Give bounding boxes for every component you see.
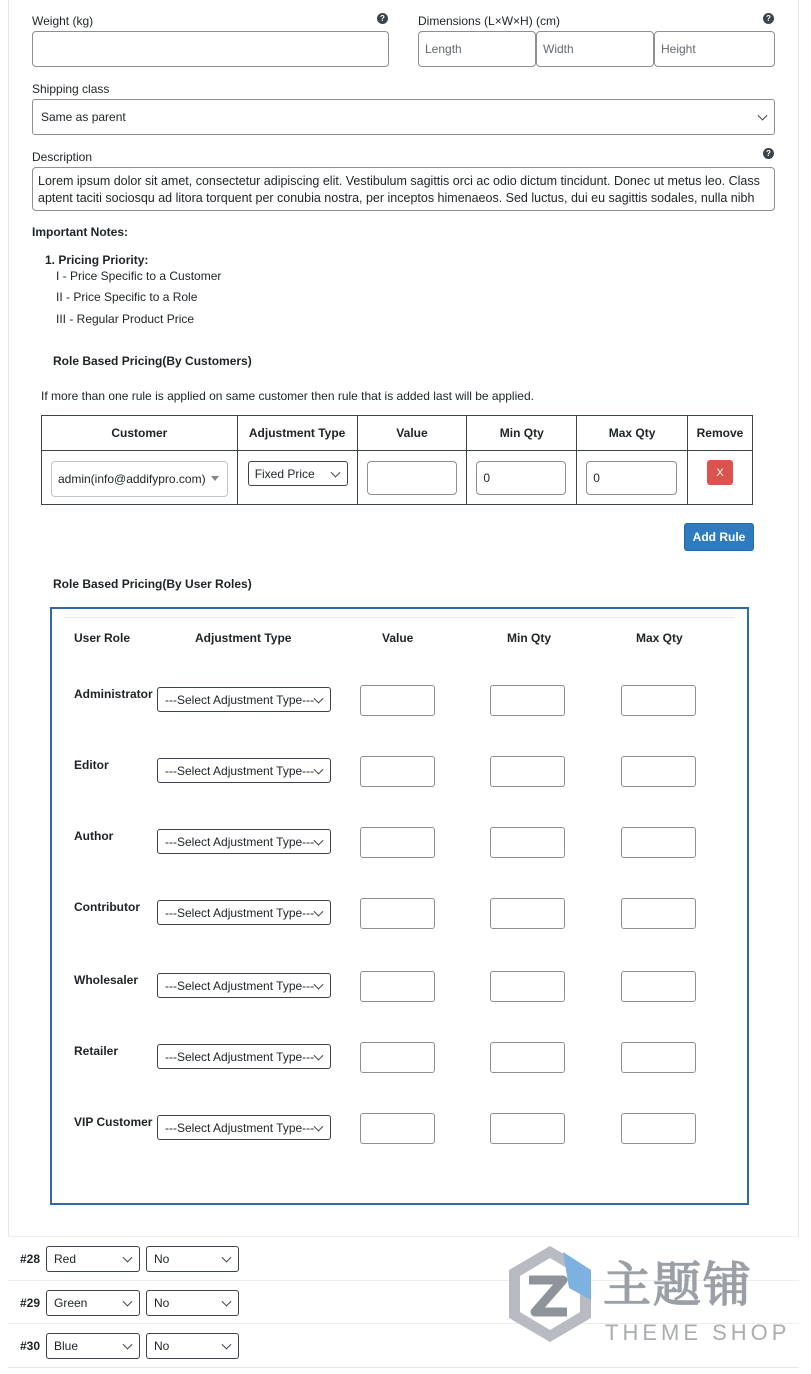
role-max-qty-input[interactable] — [621, 756, 696, 787]
shipping-class-value: Same as parent — [41, 110, 126, 124]
select-placeholder: ---Select Adjustment Type--- — [165, 692, 315, 707]
role-name: VIP Customer — [74, 1115, 153, 1129]
variation-option-select[interactable] — [146, 1333, 239, 1359]
column-header: Adjustment Type — [195, 631, 292, 645]
chevron-down-icon — [314, 835, 324, 845]
chevron-down-icon — [330, 467, 340, 477]
role-min-qty-input[interactable] — [490, 756, 565, 787]
column-header: Value — [357, 416, 467, 451]
column-header: Min Qty — [467, 416, 577, 451]
variation-number: #30 — [20, 1339, 41, 1353]
shipping-class-select[interactable] — [32, 99, 775, 135]
min-qty-input[interactable]: 0 — [476, 461, 566, 495]
role-name: Wholesaler — [74, 973, 139, 987]
role-max-qty-input[interactable] — [621, 971, 696, 1002]
role-max-qty-input[interactable] — [621, 1113, 696, 1144]
column-header: Max Qty — [636, 631, 683, 645]
role-min-qty-input[interactable] — [490, 898, 565, 929]
theme-shop-logo-icon — [505, 1244, 595, 1354]
role-value-input[interactable] — [360, 1113, 435, 1144]
select-value: Green — [54, 1296, 88, 1310]
chevron-down-icon — [314, 979, 324, 989]
role-value-input[interactable] — [360, 685, 435, 716]
add-rule-button[interactable]: Add Rule — [684, 523, 754, 551]
role-adjustment-select[interactable] — [157, 1044, 331, 1069]
watermark — [505, 1244, 795, 1354]
role-min-qty-input[interactable] — [490, 827, 565, 858]
column-header: Min Qty — [507, 631, 551, 645]
chevron-down-icon — [314, 764, 324, 774]
description-textarea[interactable]: Lorem ipsum dolor sit amet, consectetur adipiscing elit. Vestibulum sagittis orci ac odio dictum tincidunt. Donec ut metus leo. Class aptent taciti sociosqu ad litora torquent per conubia nostra, per inceptos himenaeos. Sed luctus, dui eu sagittis sodales, nulla nibh — [32, 167, 775, 211]
role-max-qty-input[interactable] — [621, 898, 696, 929]
select-placeholder: ---Select Adjustment Type--- — [165, 1049, 315, 1064]
chevron-down-icon — [123, 1297, 133, 1307]
adjustment-type-value: Fixed Price — [254, 466, 315, 481]
role-adjustment-select[interactable] — [157, 758, 331, 783]
role-adjustment-select[interactable] — [157, 900, 331, 925]
roles-pricing-box — [50, 607, 749, 1205]
chevron-down-icon — [314, 1121, 324, 1131]
select-value: No — [154, 1339, 170, 1353]
select-value: Blue — [54, 1339, 79, 1353]
select-placeholder: ---Select Adjustment Type--- — [165, 1120, 315, 1135]
customer-value: admin(info@addifypro.com) — [58, 472, 206, 486]
role-value-input[interactable] — [360, 971, 435, 1002]
variation-number: #28 — [20, 1252, 41, 1266]
description-label: Description — [32, 150, 93, 164]
role-min-qty-input[interactable] — [490, 1113, 565, 1144]
column-header: Customer — [42, 416, 238, 451]
role-adjustment-select[interactable] — [157, 973, 331, 998]
select-value: Red — [54, 1252, 77, 1266]
column-header: User Role — [74, 631, 131, 645]
variation-color-select[interactable] — [46, 1333, 140, 1359]
variation-option-select[interactable] — [146, 1290, 239, 1316]
variation-color-select[interactable] — [46, 1246, 140, 1272]
remove-cell — [687, 451, 752, 505]
role-value-input[interactable] — [360, 756, 435, 787]
width-input[interactable]: Width — [536, 31, 654, 67]
watermark-cn: 主题铺 — [603, 1259, 754, 1312]
weight-input[interactable] — [32, 31, 389, 67]
caret-down-icon — [211, 476, 219, 481]
shipping-class-label: Shipping class — [32, 82, 110, 96]
role-max-qty-input[interactable] — [621, 1042, 696, 1073]
customer-cell — [42, 451, 238, 505]
chevron-down-icon — [222, 1253, 232, 1263]
select-placeholder: ---Select Adjustment Type--- — [165, 763, 315, 778]
select-value: No — [154, 1252, 170, 1266]
role-max-qty-input[interactable] — [621, 827, 696, 858]
notes-heading: Important Notes: — [32, 225, 128, 239]
roles-section-title: Role Based Pricing(By User Roles) — [53, 577, 252, 591]
role-min-qty-input[interactable] — [490, 1042, 565, 1073]
chevron-down-icon — [123, 1253, 133, 1263]
column-header: Remove — [687, 416, 752, 451]
role-name: Administrator — [74, 687, 153, 701]
role-name: Author — [74, 829, 114, 843]
variation-number: #29 — [20, 1296, 41, 1310]
role-name: Retailer — [74, 1044, 119, 1058]
customers-section-title: Role Based Pricing(By Customers) — [53, 354, 252, 368]
select-placeholder: ---Select Adjustment Type--- — [165, 905, 315, 920]
help-icon[interactable]: ? — [377, 13, 388, 24]
role-name: Contributor — [74, 900, 140, 914]
role-name: Editor — [74, 758, 109, 772]
customer-rules-table — [41, 415, 753, 505]
adjustment-type-select[interactable] — [248, 461, 348, 486]
role-min-qty-input[interactable] — [490, 971, 565, 1002]
column-header: Value — [382, 631, 414, 645]
notes-line: II - Price Specific to a Role — [56, 290, 198, 304]
role-adjustment-select[interactable] — [157, 1115, 331, 1140]
role-value-input[interactable] — [360, 898, 435, 929]
chevron-down-icon — [222, 1297, 232, 1307]
table-header-row — [42, 416, 753, 451]
notes-line: III - Regular Product Price — [56, 312, 195, 326]
chevron-down-icon — [314, 1050, 324, 1060]
height-input[interactable]: Height — [654, 31, 775, 67]
chevron-down-icon — [314, 693, 324, 703]
notes-item-title: 1. Pricing Priority: — [45, 253, 149, 267]
role-value-input[interactable] — [360, 1042, 435, 1073]
column-header: Max Qty — [577, 416, 688, 451]
length-input[interactable]: Length — [418, 31, 536, 67]
column-header: Adjustment Type — [237, 416, 357, 451]
adjustment-cell — [237, 451, 357, 505]
chevron-down-icon — [314, 906, 324, 916]
help-icon[interactable]: ? — [763, 148, 774, 159]
chevron-down-icon — [222, 1340, 232, 1350]
remove-button[interactable]: X — [707, 460, 733, 485]
role-max-qty-input[interactable] — [621, 685, 696, 716]
chevron-down-icon — [758, 111, 768, 121]
chevron-down-icon — [123, 1340, 133, 1350]
watermark-en: THEME SHOP — [605, 1320, 791, 1345]
select-placeholder: ---Select Adjustment Type--- — [165, 978, 315, 993]
help-icon[interactable]: ? — [763, 13, 774, 24]
customers-info: If more than one rule is applied on same customer then rule that is added last will be applied. — [41, 389, 534, 403]
dimensions-label: Dimensions (L×W×H) (cm) — [418, 14, 561, 28]
max-qty-cell — [577, 451, 688, 505]
weight-label: Weight (kg) — [32, 14, 94, 28]
notes-line: I - Price Specific to a Customer — [56, 269, 222, 283]
role-min-qty-input[interactable] — [490, 685, 565, 716]
role-adjustment-select[interactable] — [157, 829, 331, 854]
value-cell — [357, 451, 467, 505]
variation-option-select[interactable] — [146, 1246, 239, 1272]
select-placeholder: ---Select Adjustment Type--- — [165, 834, 315, 849]
divider — [64, 617, 735, 618]
role-adjustment-select[interactable] — [157, 687, 331, 712]
table-row — [42, 451, 753, 505]
role-value-input[interactable] — [360, 827, 435, 858]
customer-select[interactable] — [51, 461, 228, 497]
select-value: No — [154, 1296, 170, 1310]
max-qty-input[interactable]: 0 — [586, 461, 677, 495]
value-input[interactable] — [367, 461, 457, 495]
min-qty-cell — [467, 451, 577, 505]
variation-color-select[interactable] — [46, 1290, 140, 1316]
